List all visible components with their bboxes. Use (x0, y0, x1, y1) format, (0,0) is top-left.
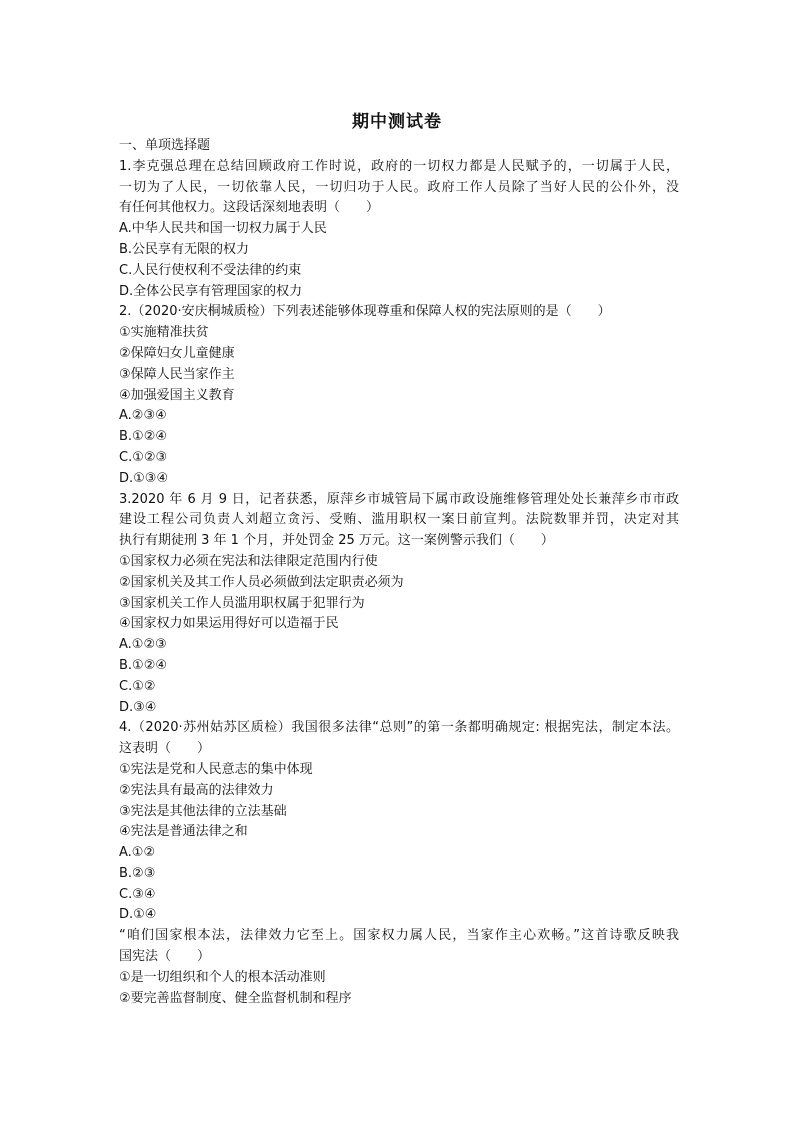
text-line: D.③④ (119, 699, 157, 715)
text-line: ③宪法是其他法律的立法基础 (119, 803, 287, 819)
text-line: “咱们国家根本法，法律效力它至上。国家权力属人民，当家作主心欢畅。”这首诗歌反映我 (119, 928, 679, 944)
text-line: 这表明（ ） (119, 741, 211, 757)
text-line: ④宪法是普通法律之和 (119, 824, 248, 840)
text-line: 有任何其他权力。这段话深刻地表明（ ） (119, 200, 380, 216)
text-line: B.①②④ (119, 657, 168, 673)
text-line: ④加强爱国主义教育 (119, 387, 235, 403)
section-heading: 一、单项选择题 (119, 138, 211, 153)
text-line: B.公民享有无限的权力 (119, 241, 250, 257)
text-line: A.②③④ (119, 408, 167, 424)
text-line: C.①② (119, 678, 156, 694)
text-line: 执行有期徒刑 3 年 1 个月，并处罚金 25 万元。这一案例警示我们（ ） (119, 533, 554, 549)
text-line: 国宪法（ ） (119, 949, 211, 965)
text-line: ①实施精准扶贫 (119, 325, 209, 341)
text-line: ③国家机关工作人员滥用职权属于犯罪行为 (119, 595, 365, 611)
text-line: C.人民行使权利不受法律的约束 (119, 262, 302, 278)
text-line: ②保障妇女儿童健康 (119, 345, 235, 361)
text-line: C.③④ (119, 886, 156, 902)
text-line: ③保障人民当家作主 (119, 366, 235, 382)
text-line: 建设工程公司负责人刘超立贪污、受贿、滥用职权一案日前宣判。法院数罪并罚，决定对其 (119, 512, 679, 528)
text-line: 3.2020 年 6 月 9 日，记者获悉，原萍乡市城管局下属市政设施维修管理处处长兼萍乡市市政 (119, 491, 679, 507)
text-line: C.①②③ (119, 449, 168, 465)
text-line: 1.李克强总理在总结回顾政府工作时说，政府的一切权力都是人民赋予的，一切属于人民， (119, 158, 679, 174)
page-title: 期中测试卷 (352, 112, 442, 132)
text-line: ①宪法是党和人民意志的集中体现 (119, 761, 313, 777)
text-line: 4.（2020·苏州姑苏区质检）我国很多法律“总则”的第一条都明确规定: 根据宪法，制定本法。 (119, 720, 679, 736)
text-line: B.①②④ (119, 429, 168, 445)
text-line: D.全体公民享有管理国家的权力 (119, 283, 303, 299)
text-line: A.①②③ (119, 637, 167, 653)
text-line: ④国家权力如果运用得好可以造福于民 (119, 616, 339, 632)
document-body (119, 136, 679, 1009)
text-line: ①国家权力必须在宪法和法律限定范围内行使 (119, 553, 378, 569)
text-line: ②国家机关及其工作人员必须做到法定职责必须为 (119, 574, 404, 590)
text-line: D.①④ (119, 907, 157, 923)
text-line: A.中华人民共和国一切权力属于人民 (119, 221, 327, 237)
text-line: D.①③④ (119, 470, 169, 486)
text-line: ②要完善监督制度、健全监督机制和程序 (119, 990, 352, 1006)
text-line: A.①② (119, 845, 156, 861)
text-line: ②宪法具有最高的法律效力 (119, 782, 274, 798)
text-line: B.②③ (119, 865, 156, 881)
text-line: 一切为了人民，一切依靠人民，一切归功于人民。政府工作人员除了当好人民的公仆外，没 (119, 179, 679, 195)
text-line: ①是一切组织和个人的根本活动准则 (119, 969, 326, 985)
text-line: 2.（2020·安庆桐城质检）下列表述能够体现尊重和保障人权的宪法原则的是（ ） (119, 304, 611, 320)
